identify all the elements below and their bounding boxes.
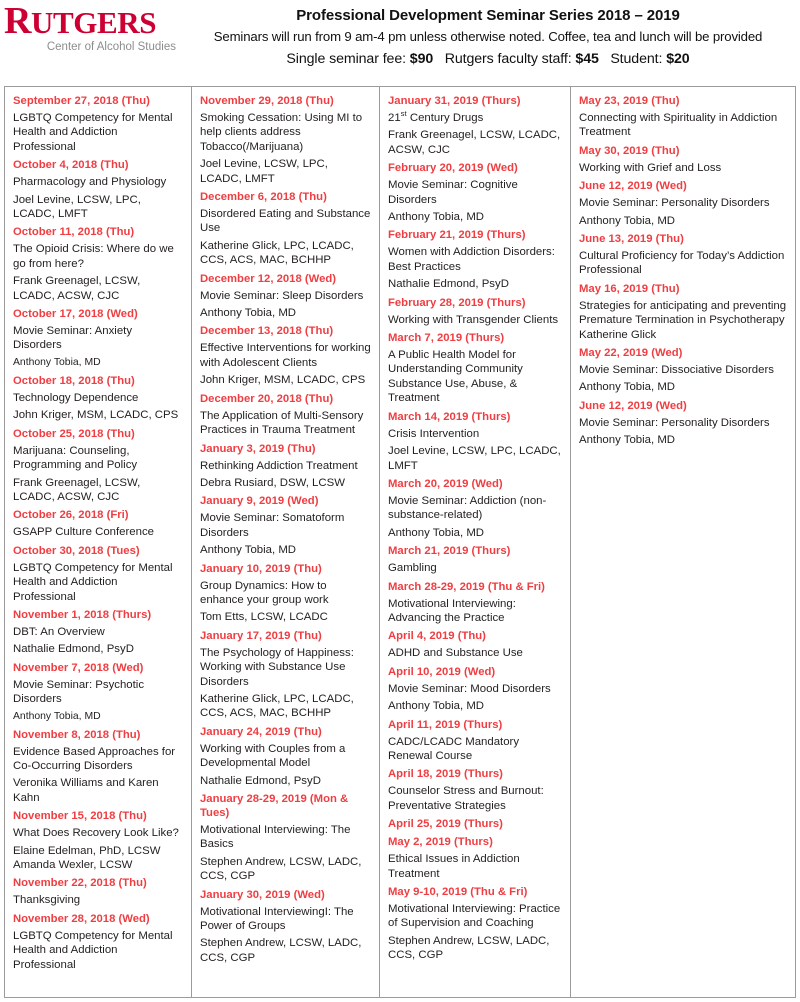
seminar-date: January 28-29, 2019 (Mon & Tues)	[200, 793, 349, 819]
seminar-date: March 14, 2019 (Thurs)	[388, 410, 511, 423]
fee-student-value: $20	[666, 51, 690, 67]
seminar-title: The Psychology of Happiness: Working with Substance Use Disorders	[200, 646, 354, 688]
seminar-presenter: Joel Levine, LCSW, LPC, LCADC, LMFT	[200, 158, 328, 185]
seminar-presenter: Stephen Andrew, LCSW, LADC, CCS, CGP	[200, 937, 362, 964]
seminar-entry	[579, 282, 787, 342]
seminar-date: March 20, 2019 (Wed)	[388, 477, 503, 490]
seminar-title: LGBTQ Competency for Mental Health and Addiction Professional	[13, 112, 173, 153]
seminar-presenter: Stephen Andrew, LCSW, LADC, CCS, CGP	[200, 855, 362, 883]
seminar-title: Ethical Issues in Addiction Treatment	[388, 853, 520, 880]
seminar-entry	[579, 399, 787, 448]
schedule-note: Seminars will run from 9 am-4 pm unless otherwise noted. Coffee, tea and lunch will be provided	[213, 29, 763, 44]
seminar-title: Disordered Eating and Substance Use	[200, 208, 371, 235]
seminar-entry	[388, 544, 562, 575]
seminar-presenter: Stephen Andrew, LCSW, LADC, CCS, CGP	[388, 934, 550, 962]
seminar-date: November 1, 2018 (Thurs)	[13, 608, 152, 621]
seminar-entry	[388, 885, 562, 963]
seminar-title: Strategies for anticipating and preventing Premature Termination in Psychotherapy Katherine Glick	[579, 299, 787, 341]
seminar-presenter: Nathalie Edmond, PsyD	[388, 278, 509, 291]
seminar-title: Thanksgiving	[13, 894, 81, 907]
seminar-title: Women with Addiction Disorders: Best Practices	[388, 246, 555, 273]
seminar-date: May 23, 2019 (Thu)	[579, 95, 680, 107]
seminar-title: Technology Dependence	[13, 391, 139, 404]
seminar-entry	[388, 665, 562, 714]
seminar-presenter: Katherine Glick, LPC, LCADC, CCS, ACS, MAC, BCHHP	[200, 239, 354, 267]
seminar-entry	[13, 544, 183, 604]
seminar-title: Movie Seminar: Psychotic Disorders	[13, 678, 145, 706]
seminar-date: March 28-29, 2019 (Thu & Fri)	[388, 580, 545, 593]
seminar-title: Motivational Interviewing: Advancing the Practice	[388, 597, 516, 624]
seminar-date: October 25, 2018 (Thu)	[13, 427, 135, 440]
seminar-title: Movie Seminar: Dissociative Disorders	[579, 364, 774, 377]
seminar-date: January 3, 2019 (Thu)	[200, 442, 316, 455]
seminar-title: Rethinking Addiction Treatment	[200, 459, 358, 472]
seminar-title: Smoking Cessation: Using MI to help clients address Tobacco(/Marijuana)	[200, 112, 363, 153]
seminar-title: GSAPP Culture Conference	[13, 526, 154, 539]
seminar-presenter: Anthony Tobia, MD	[13, 356, 101, 368]
seminar-entry	[579, 179, 787, 228]
seminar-title: Motivational Interviewing: The Basics	[200, 824, 351, 851]
seminar-title: Movie Seminar: Mood Disorders	[388, 682, 551, 695]
fee-line	[182, 49, 794, 69]
seminar-presenter: Nathalie Edmond, PsyD	[200, 774, 321, 787]
seminar-title: DBT: An Overview	[13, 625, 105, 638]
seminar-title: The Application of Multi-Sensory Practices in Trauma Treatment	[200, 409, 364, 437]
rutgers-wordmark-rest: UTGERS	[31, 5, 157, 40]
fee-faculty-label: Rutgers faculty staff:	[444, 51, 572, 67]
seminar-date: November 29, 2018 (Thu)	[200, 95, 334, 107]
seminar-entry	[388, 410, 562, 473]
seminar-title: Movie Seminar: Sleep Disorders	[200, 289, 364, 302]
schedule-table	[4, 86, 796, 998]
seminar-title: Evidence Based Approaches for Co-Occurring Disorders	[13, 745, 176, 772]
seminar-entry	[13, 661, 183, 724]
seminar-presenter: Debra Rusiard, DSW, LCSW	[200, 476, 345, 489]
seminar-title: Motivational InterviewingI: The Power of Groups	[200, 905, 354, 933]
seminar-date: May 9-10, 2019 (Thu & Fri)	[388, 886, 528, 898]
seminar-title: A Public Health Model for Understanding Community Substance Use, Abuse, & Treatment	[388, 349, 523, 405]
seminar-entry	[200, 629, 371, 721]
seminar-date: February 28, 2019 (Thurs)	[388, 296, 526, 309]
rutgers-wordmark-initial: R	[4, 0, 32, 42]
seminar-entry	[200, 94, 371, 186]
rutgers-wordmark	[4, 0, 182, 42]
seminar-date: November 15, 2018 (Thu)	[13, 810, 147, 823]
seminar-presenter: Frank Greenagel, LCSW, LCADC, ACSW, CJC	[13, 275, 141, 302]
seminar-title: The Opioid Crisis: Where do we go from here?	[13, 243, 174, 270]
seminar-entry	[13, 608, 183, 657]
seminar-entry	[200, 888, 371, 966]
seminar-title: Working with Transgender Clients	[388, 313, 559, 326]
seminar-date: October 26, 2018 (Fri)	[13, 509, 129, 522]
seminar-title: LGBTQ Competency for Mental Health and Addiction Professional	[13, 561, 173, 603]
seminar-date: November 28, 2018 (Wed)	[13, 912, 150, 925]
seminar-title: Movie Seminar: Addiction (non-substance-related)	[388, 494, 547, 522]
seminar-presenter: John Kriger, MSM, LCADC, CPS	[13, 409, 179, 422]
page-header	[0, 0, 800, 82]
seminar-title: Marijuana: Counseling, Programming and Policy	[13, 444, 138, 472]
seminar-entry	[388, 835, 562, 881]
seminar-entry	[579, 144, 787, 175]
seminar-date: January 10, 2019 (Thu)	[200, 562, 322, 575]
seminar-entry	[200, 392, 371, 438]
seminar-date: April 11, 2019 (Thurs)	[388, 718, 503, 731]
seminar-title: Working with Couples from a Developmental Model	[200, 742, 346, 770]
seminar-entry	[388, 767, 562, 813]
seminar-title: Connecting with Spirituality in Addiction Treatment	[579, 112, 778, 139]
seminar-presenter: Joel Levine, LCSW, LPC, LCADC, LMFT	[388, 445, 561, 472]
seminar-date: November 8, 2018 (Thu)	[13, 728, 141, 741]
seminar-title: Movie Seminar: Anxiety Disorders	[13, 325, 133, 352]
seminar-title: Movie Seminar: Personality Disorders	[579, 416, 770, 429]
seminar-title: CADC/LCADC Mandatory Renewal Course	[388, 735, 520, 762]
seminar-title: Counselor Stress and Burnout: Preventative Strategies	[388, 785, 544, 812]
seminar-date: December 13, 2018 (Thu)	[200, 325, 334, 338]
seminar-date: March 7, 2019 (Thurs)	[388, 332, 505, 345]
seminar-date: October 18, 2018 (Thu)	[13, 374, 135, 387]
schedule-column-2	[192, 87, 380, 997]
seminar-title: Group Dynamics: How to enhance your group work	[200, 579, 329, 606]
seminar-entry	[200, 442, 371, 491]
page-title: Professional Development Seminar Series 2018 – 2019	[296, 7, 680, 24]
seminar-title: Cultural Proficiency for Today’s Addiction Professional	[579, 250, 785, 277]
seminar-entry	[200, 562, 371, 625]
seminar-presenter: Nathalie Edmond, PsyD	[13, 643, 134, 656]
seminar-entry	[579, 94, 787, 140]
seminar-presenter: Anthony Tobia, MD	[579, 434, 676, 447]
seminar-entry	[388, 817, 562, 831]
seminar-date: May 22, 2019 (Wed)	[579, 347, 683, 360]
seminar-date: November 7, 2018 (Wed)	[13, 661, 144, 674]
seminar-date: April 25, 2019 (Thurs)	[388, 818, 503, 831]
seminar-presenter: Anthony Tobia, MD	[388, 526, 485, 539]
seminar-date: February 21, 2019 (Thurs)	[388, 229, 526, 242]
seminar-presenter: Anthony Tobia, MD	[200, 544, 297, 557]
seminar-entry	[579, 232, 787, 278]
fee-single-label: Single seminar fee:	[286, 51, 406, 67]
seminar-entry	[579, 346, 787, 395]
seminar-presenter: Katherine Glick, LPC, LCADC, CCS, ACS, MAC, BCHHP	[200, 692, 354, 720]
seminar-entry	[13, 158, 183, 221]
seminar-date: January 31, 2019 (Thurs)	[388, 95, 521, 107]
seminar-presenter: Anthony Tobia, MD	[388, 211, 485, 224]
seminar-entry	[200, 190, 371, 268]
seminar-presenter: Anthony Tobia, MD	[13, 710, 101, 722]
seminar-entry	[388, 580, 562, 626]
seminar-date: May 16, 2019 (Thu)	[579, 282, 680, 295]
schedule-column-4	[571, 87, 795, 997]
seminar-entry	[13, 374, 183, 423]
seminar-date: December 6, 2018 (Thu)	[200, 191, 327, 204]
seminar-date: November 22, 2018 (Thu)	[13, 877, 147, 890]
seminar-title: Effective Interventions for working with Adolescent Clients	[200, 342, 371, 369]
rutgers-logo	[4, 0, 182, 54]
seminar-title: 21st Century Drugs	[388, 109, 484, 124]
seminar-title: Gambling	[388, 562, 437, 575]
seminar-presenter: Anthony Tobia, MD	[200, 307, 297, 320]
seminar-date: February 20, 2019 (Wed)	[388, 162, 518, 175]
seminar-entry	[200, 272, 371, 321]
seminar-date: March 21, 2019 (Thurs)	[388, 545, 511, 558]
seminar-title: Movie Seminar: Somatoform Disorders	[200, 512, 345, 539]
seminar-title: Pharmacology and Physiology	[13, 176, 167, 189]
seminar-entry	[388, 94, 562, 157]
seminar-date: October 30, 2018 (Tues)	[13, 544, 140, 557]
seminar-presenter: Veronika Williams and Karen Kahn	[13, 777, 159, 804]
seminar-presenter: Tom Etts, LCSW, LCADC	[200, 611, 328, 624]
seminar-entry	[200, 725, 371, 788]
seminar-entry	[200, 324, 371, 387]
seminar-date: May 30, 2019 (Thu)	[579, 144, 680, 157]
seminar-date: January 9, 2019 (Wed)	[200, 495, 319, 508]
header-text-block	[182, 4, 794, 69]
seminar-date: December 12, 2018 (Wed)	[200, 272, 337, 285]
seminar-presenter: Frank Greenagel, LCSW, LCADC, ACSW, CJC	[13, 476, 141, 503]
seminar-title: Movie Seminar: Personality Disorders	[579, 197, 770, 210]
seminar-entry	[388, 296, 562, 327]
seminar-title: Crisis Intervention	[388, 427, 480, 440]
seminar-title: What Does Recovery Look Like?	[13, 827, 179, 840]
seminar-date: June 13, 2019 (Thu)	[579, 233, 684, 246]
seminar-date: April 4, 2019 (Thu)	[388, 630, 486, 643]
schedule-column-1	[5, 87, 192, 997]
seminar-presenter: John Kriger, MSM, LCADC, CPS	[200, 374, 366, 387]
seminar-title: ADHD and Substance Use	[388, 647, 523, 660]
fee-faculty-value: $45	[575, 51, 599, 67]
rutgers-unit-name: Center of Alcohol Studies	[46, 41, 176, 53]
seminar-date: January 24, 2019 (Thu)	[200, 725, 322, 738]
seminar-date: April 18, 2019 (Thurs)	[388, 768, 503, 781]
seminar-title: Motivational Interviewing: Practice of Supervision and Coaching	[388, 903, 561, 930]
seminar-entry	[200, 494, 371, 557]
seminar-presenter: Anthony Tobia, MD	[579, 214, 676, 227]
seminar-entry	[13, 307, 183, 370]
fee-single-value: $90	[409, 51, 434, 67]
seminar-title: Working with Grief and Loss	[579, 161, 722, 174]
seminar-entry	[388, 477, 562, 540]
seminar-entry	[200, 792, 371, 884]
seminar-entry	[13, 809, 183, 872]
seminar-date: June 12, 2019 (Wed)	[579, 180, 687, 193]
seminar-entry	[13, 427, 183, 505]
seminar-date: January 17, 2019 (Thu)	[200, 629, 322, 642]
seminar-entry	[388, 228, 562, 291]
seminar-date: October 4, 2018 (Thu)	[13, 159, 129, 172]
seminar-entry	[13, 876, 183, 907]
seminar-entry	[13, 225, 183, 303]
seminar-date: September 27, 2018 (Thu)	[13, 95, 150, 107]
seminar-entry	[388, 161, 562, 224]
schedule-column-3	[380, 87, 571, 997]
seminar-entry	[388, 629, 562, 660]
seminar-presenter: Joel Levine, LCSW, LPC, LCADC, LMFT	[13, 193, 141, 221]
seminar-entry	[388, 331, 562, 406]
seminar-date: April 10, 2019 (Wed)	[388, 665, 496, 678]
fee-student-label: Student:	[610, 51, 663, 67]
seminar-date: December 20, 2018 (Thu)	[200, 392, 334, 405]
seminar-title: Movie Seminar: Cognitive Disorders	[388, 179, 518, 206]
seminar-entry	[388, 718, 562, 764]
seminar-entry	[13, 912, 183, 972]
seminar-title: LGBTQ Competency for Mental Health and Addiction Professional	[13, 929, 173, 971]
seminar-presenter: Anthony Tobia, MD	[388, 700, 485, 713]
seminar-date: October 11, 2018 (Thu)	[13, 226, 135, 239]
seminar-date: October 17, 2018 (Wed)	[13, 308, 138, 321]
seminar-date: May 2, 2019 (Thurs)	[388, 836, 493, 849]
seminar-entry	[13, 508, 183, 539]
seminar-presenter: Anthony Tobia, MD	[579, 381, 676, 394]
seminar-date: January 30, 2019 (Wed)	[200, 888, 325, 901]
seminar-presenter: Elaine Edelman, PhD, LCSW Amanda Wexler, LCSW	[13, 844, 161, 871]
seminar-presenter: Frank Greenagel, LCSW, LCADC, ACSW, CJC	[388, 129, 561, 156]
seminar-date: June 12, 2019 (Wed)	[579, 399, 687, 412]
seminar-entry	[13, 94, 183, 154]
seminar-entry	[13, 728, 183, 806]
